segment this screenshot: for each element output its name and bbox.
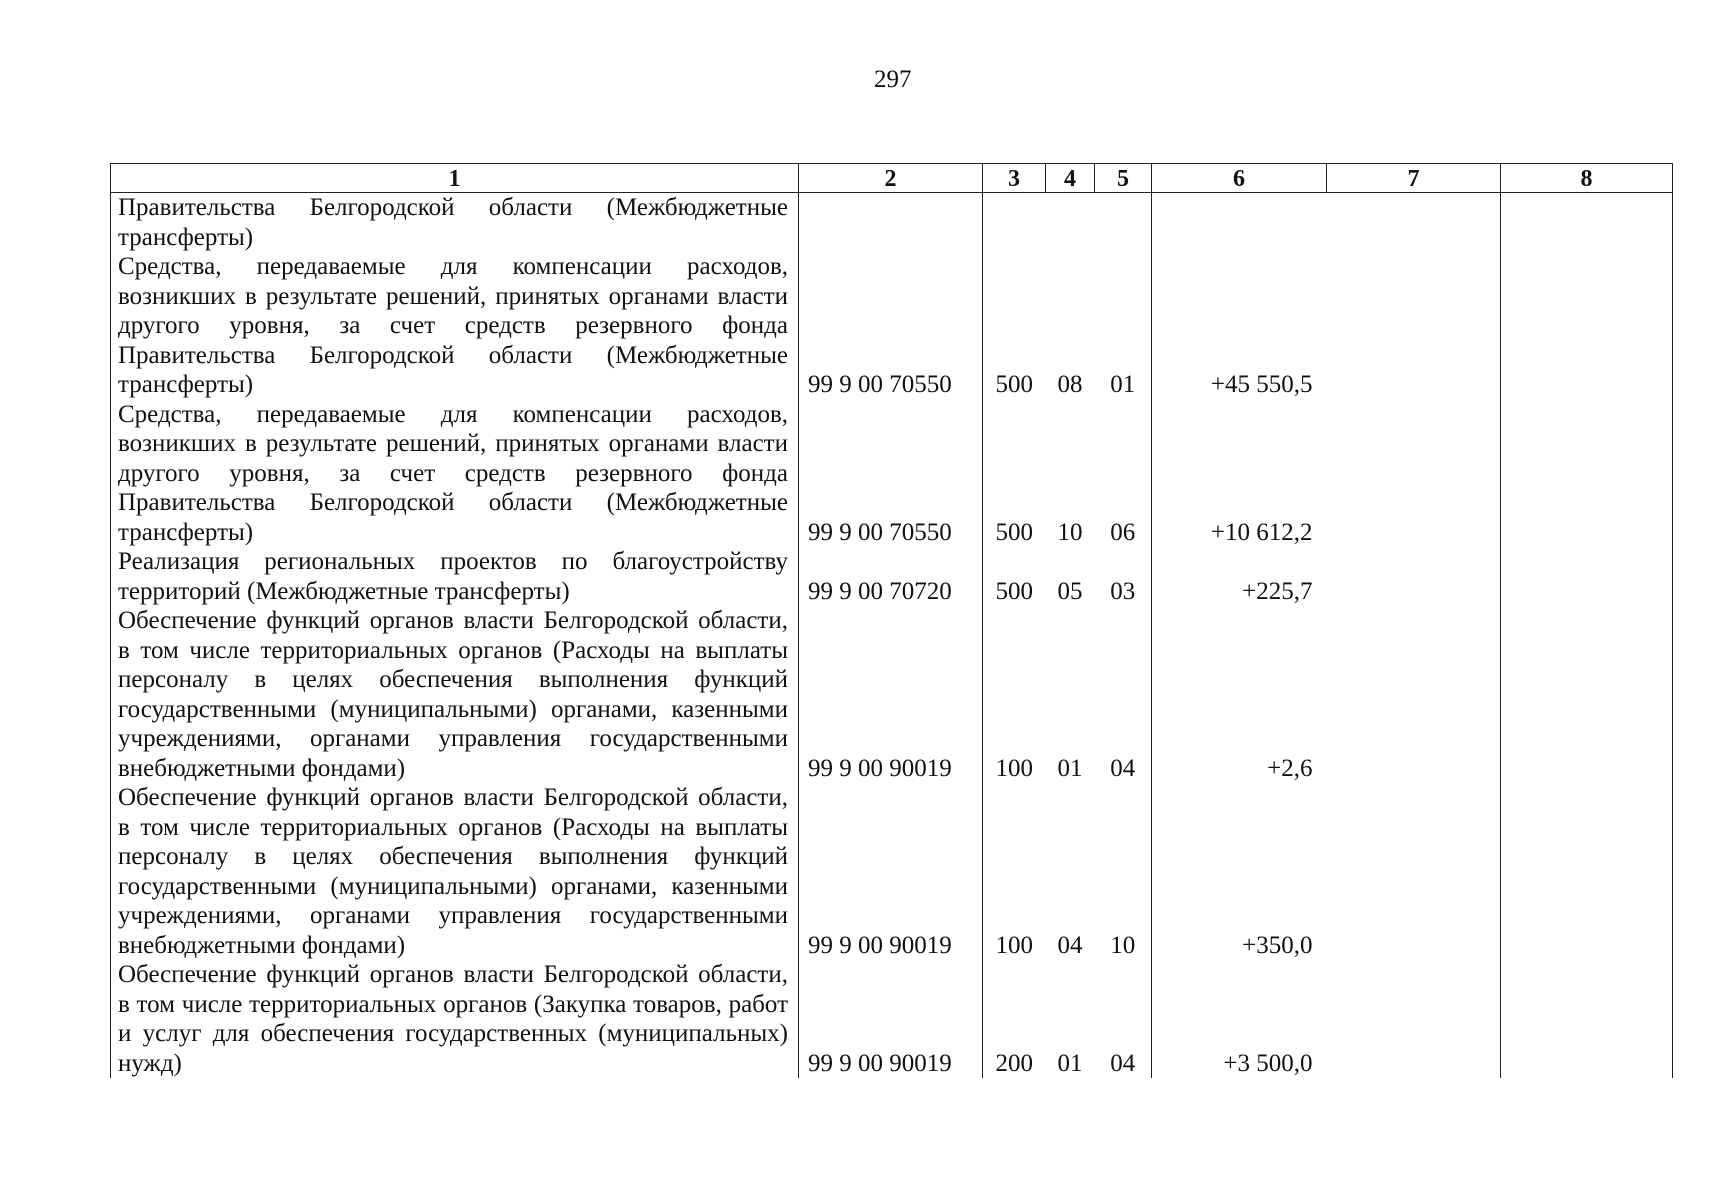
row-description [111,960,799,1078]
row-description [111,547,799,606]
expense-type: 200 [983,960,1046,1078]
description-text: Обеспечение функций органов власти Белгородской области, в том числе территориальных органов (Расходы на выплаты персоналу в целях обеспечения выполнения функций государственными (муниципальными) органами, казенными учреждениями, органами управления государственными внебюджетными фондами) [118,607,788,782]
section: 08 [1057,371,1083,398]
expense-type: 100 [983,606,1046,783]
section [1046,193,1095,253]
table-row [111,606,1673,783]
column-7-value [1327,606,1501,783]
budget-code: 99 9 00 70550 [799,400,983,548]
amount: +45 550,5 [1152,252,1327,400]
column-7-value [1327,193,1501,253]
subsection: 04 [1095,606,1152,783]
column-8-value [1501,960,1673,1078]
section: 10 [1057,518,1083,546]
description-text: Средства, передаваемые для компенсации расходов, возникших в результате решений, принятых органами власти другого уровня, за счет средств резервного фонда Правительства Белгородской области (Межбюджетные трансферты) [118,253,788,398]
table-row [111,252,1673,400]
section: 01 [1057,754,1083,782]
page-number: 297 [874,66,912,93]
header-row [111,164,1673,193]
expense-type: 100 [983,783,1046,960]
expense-type [983,193,1046,253]
table-row [111,960,1673,1078]
section: 01 [1057,1049,1083,1077]
amount: +3 500,0 [1152,960,1327,1078]
amount: +2,6 [1152,606,1327,783]
amount: +350,0 [1152,783,1327,960]
subsection: 04 [1095,960,1152,1078]
amount: +225,7 [1152,547,1327,606]
table-row [111,547,1673,606]
table-row [111,193,1673,253]
budget-table [110,163,1673,1078]
budget-code: 99 9 00 70720 [799,547,983,606]
subsection: 03 [1095,547,1152,606]
section: 05 [1057,577,1083,605]
amount [1152,193,1327,253]
row-description [111,193,799,253]
column-header-1: 1 [111,164,799,193]
subsection: 01 [1095,252,1152,400]
table-row [111,783,1673,960]
column-8-value [1501,547,1673,606]
subsection [1095,193,1152,253]
budget-code: 99 9 00 70550 [799,252,983,400]
expense-type: 500 [983,400,1046,548]
column-8-value [1501,606,1673,783]
row-description [111,252,799,400]
expense-type: 500 [983,547,1046,606]
column-header-6: 6 [1152,164,1327,193]
row-description [111,400,799,548]
row-description [111,783,799,960]
amount: +10 612,2 [1152,400,1327,548]
budget-code: 99 9 00 90019 [799,606,983,783]
row-description [111,606,799,783]
budget-code: 99 9 00 90019 [799,960,983,1078]
section: 04 [1057,931,1083,959]
column-8-value [1501,400,1673,548]
column-8-value [1501,783,1673,960]
column-header-8: 8 [1501,164,1673,193]
column-7-value [1327,547,1501,606]
column-7-value [1327,400,1501,548]
column-7-value [1327,960,1501,1078]
column-header-3: 3 [983,164,1046,193]
description-text: Реализация региональных проектов по благоустройству территорий (Межбюджетные трансферты) [118,548,788,605]
table-row [111,400,1673,548]
column-7-value [1327,783,1501,960]
column-header-7: 7 [1327,164,1501,193]
description-text: Обеспечение функций органов власти Белгородской области, в том числе территориальных органов (Расходы на выплаты персоналу в целях обеспечения выполнения функций государственными (муниципальными) органами, казенными учреждениями, органами управления государственными внебюджетными фондами) [118,784,788,959]
column-header-5: 5 [1095,164,1152,193]
column-8-value [1501,252,1673,400]
column-header-4: 4 [1046,164,1095,193]
budget-code [799,193,983,253]
table-body [111,193,1673,1079]
subsection: 10 [1095,783,1152,960]
description-text: Правительства Белгородской области (Межбюджетные трансферты) [118,194,788,251]
column-header-2: 2 [799,164,983,193]
budget-code: 99 9 00 90019 [799,783,983,960]
description-text: Обеспечение функций органов власти Белгородской области, в том числе территориальных органов (Закупка товаров, работ и услуг для обеспечения государственных (муниципальных) нужд) [118,961,788,1077]
subsection: 06 [1095,400,1152,548]
expense-type: 500 [983,252,1046,400]
description-text: Средства, передаваемые для компенсации расходов, возникших в результате решений, принятых органами власти другого уровня, за счет средств резервного фонда Правительства Белгородской области (Межбюджетные трансферты) [118,400,788,546]
column-7-value [1327,252,1501,400]
column-8-value [1501,193,1673,253]
